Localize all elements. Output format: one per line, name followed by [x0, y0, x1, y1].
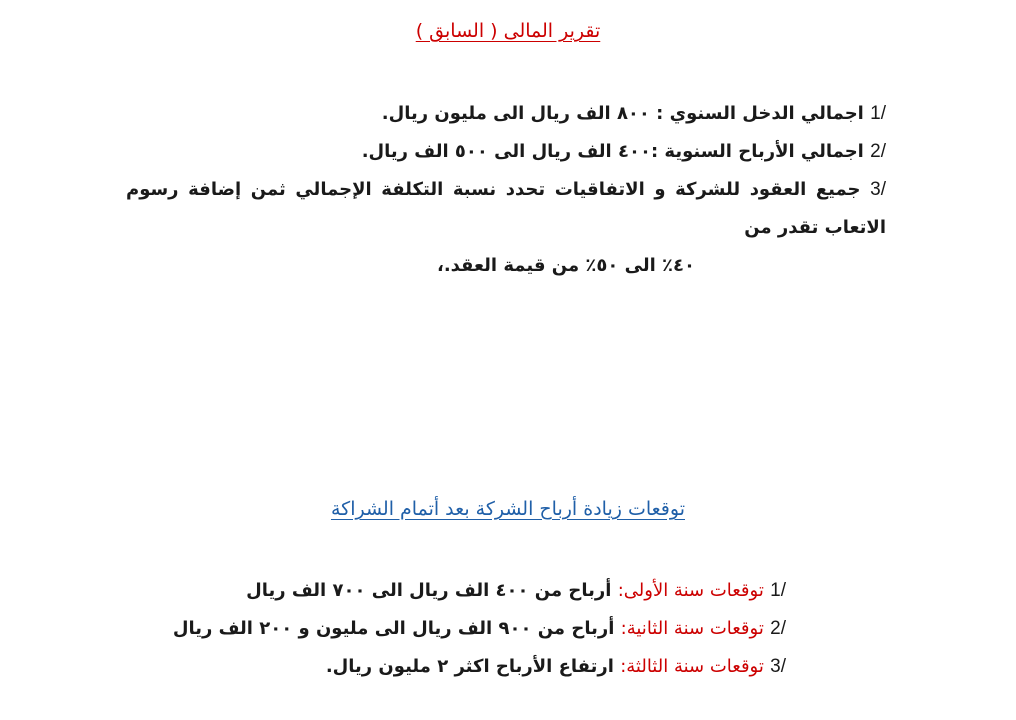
projection-item-2-label: توقعات سنة الثانية: [620, 618, 764, 639]
projection-item-3-text: ارتفاع الأرباح اكثر ٢ مليون ريال. [325, 656, 614, 677]
report-item-1-text: اجمالي الدخل السنوي : ٨٠٠ الف ريال الى مليون ريال. [381, 103, 864, 124]
report-item-1 [126, 95, 886, 133]
projection-item-2-number: 2/ [770, 618, 786, 639]
projections-list [86, 572, 786, 686]
report-item-3-number: 3/ [870, 179, 886, 200]
projection-item-1-number: 1/ [770, 580, 786, 601]
report-item-3 [126, 171, 886, 247]
projection-item-2-text: أرباح من ٩٠٠ الف ريال الى مليون و ٢٠٠ الف ريال [172, 618, 615, 639]
report-item-2-number: 2/ [870, 141, 886, 162]
report-item-3-continuation: ٤٠٪ الى ٥٠٪ من قيمة العقد.، [436, 255, 695, 276]
projection-item-1-text: أرباح من ٤٠٠ الف ريال الى ٧٠٠ الف ريال [246, 580, 612, 601]
report-item-3-text: جميع العقود للشركة و الاتفاقيات تحدد نسبة التكلفة الإجمالي ثمن إضافة رسوم الاتعاب تقدر من [126, 179, 886, 238]
report-item-2 [126, 133, 886, 171]
report-item-1-number: 1/ [870, 103, 886, 124]
financial-report-title: تقرير المالى ( السابق ) [415, 20, 601, 42]
projection-item-2 [86, 610, 786, 648]
report-item-2-text: اجمالي الأرباح السنوية :٤٠٠ الف ريال الى ٥٠٠ الف ريال. [361, 141, 864, 162]
financial-report-list [126, 95, 886, 285]
projection-item-1-label: توقعات سنة الأولى: [617, 580, 764, 601]
projection-item-3-number: 3/ [770, 656, 786, 677]
projections-title: توقعات زيادة أرباح الشركة بعد أتمام الشراكة [330, 498, 685, 520]
projection-item-1 [86, 572, 786, 610]
projection-item-3 [86, 648, 786, 686]
projection-item-3-label: توقعات سنة الثالثة: [620, 656, 764, 677]
